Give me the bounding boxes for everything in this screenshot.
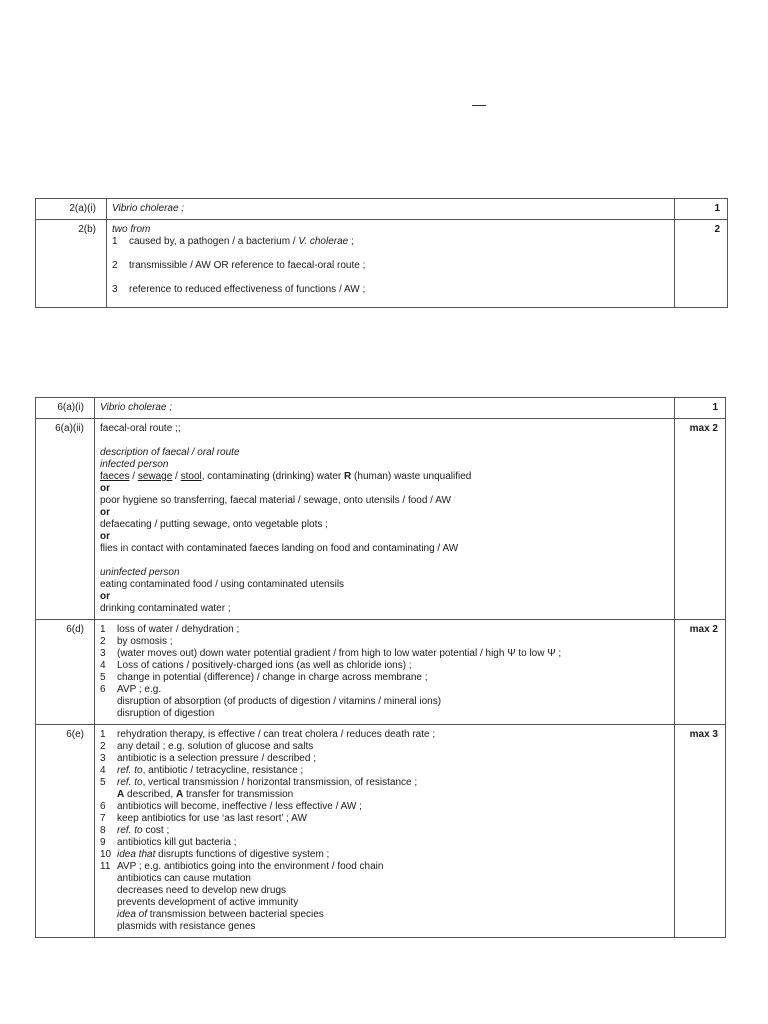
table-row [36, 220, 728, 308]
point-number: 8 [100, 825, 106, 836]
point-text: AVP ; e.g. antibiotics going into the environment / food chain [117, 861, 384, 872]
point-number: 6 [100, 801, 106, 812]
answer-point [100, 636, 669, 648]
answer-subpoint: disruption of absorption (of products of digestion / vitamins / mineral ions) [117, 696, 442, 707]
mark-scheme-table-1 [35, 198, 728, 308]
answer-point [100, 729, 669, 741]
answer-subpoint: prevents development of active immunity [117, 897, 299, 908]
answer-point [100, 825, 669, 837]
answer-point [112, 236, 669, 248]
answer-point [100, 741, 669, 753]
answer-point [100, 648, 669, 660]
answer-cell [107, 199, 675, 220]
answer-point [100, 660, 669, 672]
answer-subheading: uninfected person [100, 567, 180, 578]
marks-cell: max 2 [675, 620, 726, 725]
point-number: 2 [100, 741, 106, 752]
point-text: ref. to, vertical transmission / horizontal transmission, of resistance ; [117, 777, 418, 788]
point-text: (water moves out) down water potential gradient / from high to low water potential / high Ψ to low Ψ ; [117, 648, 562, 659]
point-text: antibiotics kill gut bacteria ; [117, 837, 237, 848]
point-text: antibiotic is a selection pressure / described ; [117, 753, 316, 764]
or-label: or [100, 507, 110, 518]
question-number: 6(a)(i) [36, 398, 95, 419]
point-number: 3 [100, 648, 106, 659]
answer-subpoint: plasmids with resistance genes [117, 921, 256, 932]
table-row [36, 419, 726, 620]
answer-point [100, 624, 669, 636]
header-dash: — [472, 96, 486, 112]
answer-subpoint: antibiotics can cause mutation [117, 873, 251, 884]
point-text: transmissible / AW OR reference to faecal-oral route ; [129, 260, 366, 271]
question-number: 6(d) [36, 620, 95, 725]
point-text: loss of water / dehydration ; [117, 624, 240, 635]
answer-point [100, 801, 669, 813]
point-text: Loss of cations / positively-charged ions (as well as chloride ions) ; [117, 660, 412, 671]
question-number: 6(e) [36, 725, 95, 938]
point-text: rehydration therapy, is effective / can treat cholera / reduces death rate ; [117, 729, 436, 740]
point-text: any detail ; e.g. solution of glucose and salts [117, 741, 314, 752]
answer-point [100, 813, 669, 825]
point-text: by osmosis ; [117, 636, 173, 647]
point-text: keep antibiotics for use ‘as last resort’ ; AW [117, 813, 307, 824]
or-label: or [100, 531, 110, 542]
table-row [36, 725, 726, 938]
point-number: 3 [112, 284, 118, 295]
point-number: 3 [100, 753, 106, 764]
answer-subheading: infected person [100, 459, 169, 470]
question-number: 2(a)(i) [36, 199, 107, 220]
answer-point [100, 849, 669, 861]
answer-cell [107, 220, 675, 308]
answer-intro: two from [112, 224, 151, 235]
point-number: 2 [100, 636, 106, 647]
point-number: 9 [100, 837, 106, 848]
point-number: 1 [100, 729, 106, 740]
marks-cell: max 2 [675, 419, 726, 620]
answer-point [100, 837, 669, 849]
point-text: reference to reduced effectiveness of functions / AW ; [129, 284, 366, 295]
point-text: idea that disrupts functions of digestive system ; [117, 849, 330, 860]
answer-point [100, 753, 669, 765]
answer-point [112, 284, 669, 296]
point-number: 1 [100, 624, 106, 635]
answer-line: defaecating / putting sewage, onto vegetable plots ; [100, 519, 328, 530]
answer-line: faecal-oral route ;; [100, 423, 181, 434]
marks-cell: max 3 [675, 725, 726, 938]
table-row [36, 398, 726, 419]
answer-subpoint: idea of transmission between bacterial species [117, 909, 324, 920]
answer-cell [95, 419, 675, 620]
question-number: 2(b) [36, 220, 107, 308]
answer-subpoint: disruption of digestion [117, 708, 215, 719]
answer-subpoint: A described, A transfer for transmission [117, 789, 294, 800]
answer-text: Vibrio cholerae ; [100, 402, 173, 413]
point-number: 4 [100, 660, 106, 671]
answer-subpoint: decreases need to develop new drugs [117, 885, 287, 896]
answer-cell [95, 398, 675, 419]
answer-cell [95, 620, 675, 725]
point-number: 5 [100, 672, 106, 683]
answer-point [100, 765, 669, 777]
answer-point [100, 684, 669, 696]
point-text: ref. to, antibiotic / tetracycline, resistance ; [117, 765, 304, 776]
answer-cell [95, 725, 675, 938]
marks-cell: 1 [675, 398, 726, 419]
table-row [36, 620, 726, 725]
point-number: 6 [100, 684, 106, 695]
answer-subheading: description of faecal / oral route [100, 447, 240, 458]
point-text: caused by, a pathogen / a bacterium / V. cholerae ; [129, 236, 354, 247]
question-number: 6(a)(ii) [36, 419, 95, 620]
or-label: or [100, 483, 110, 494]
point-text: ref. to cost ; [117, 825, 170, 836]
point-number: 10 [100, 849, 112, 860]
point-number: 1 [112, 236, 118, 247]
answer-text: Vibrio cholerae ; [112, 203, 185, 214]
marks-cell: 1 [675, 199, 728, 220]
answer-line: flies in contact with contaminated faeces landing on food and contaminating / AW [100, 543, 459, 554]
mark-scheme-table-2 [35, 397, 726, 938]
answer-line: drinking contaminated water ; [100, 603, 231, 614]
point-number: 7 [100, 813, 106, 824]
answer-point [100, 777, 669, 789]
marks-cell: 2 [675, 220, 728, 308]
point-number: 4 [100, 765, 106, 776]
answer-point [100, 861, 669, 873]
answer-line: eating contaminated food / using contaminated utensils [100, 579, 345, 590]
table-row [36, 199, 728, 220]
point-number: 5 [100, 777, 106, 788]
point-text: antibiotics will become, ineffective / less effective / AW ; [117, 801, 362, 812]
answer-line: poor hygiene so transferring, faecal material / sewage, onto utensils / food / AW [100, 495, 451, 506]
answer-point [112, 260, 669, 272]
point-number: 11 [100, 861, 111, 872]
point-number: 2 [112, 260, 118, 271]
answer-line: faeces / sewage / stool, contaminating (drinking) water R (human) waste unqualified [100, 471, 472, 482]
answer-point [100, 672, 669, 684]
point-text: AVP ; e.g. [117, 684, 162, 695]
point-text: change in potential (difference) / change in charge across membrane ; [117, 672, 428, 683]
or-label: or [100, 591, 110, 602]
